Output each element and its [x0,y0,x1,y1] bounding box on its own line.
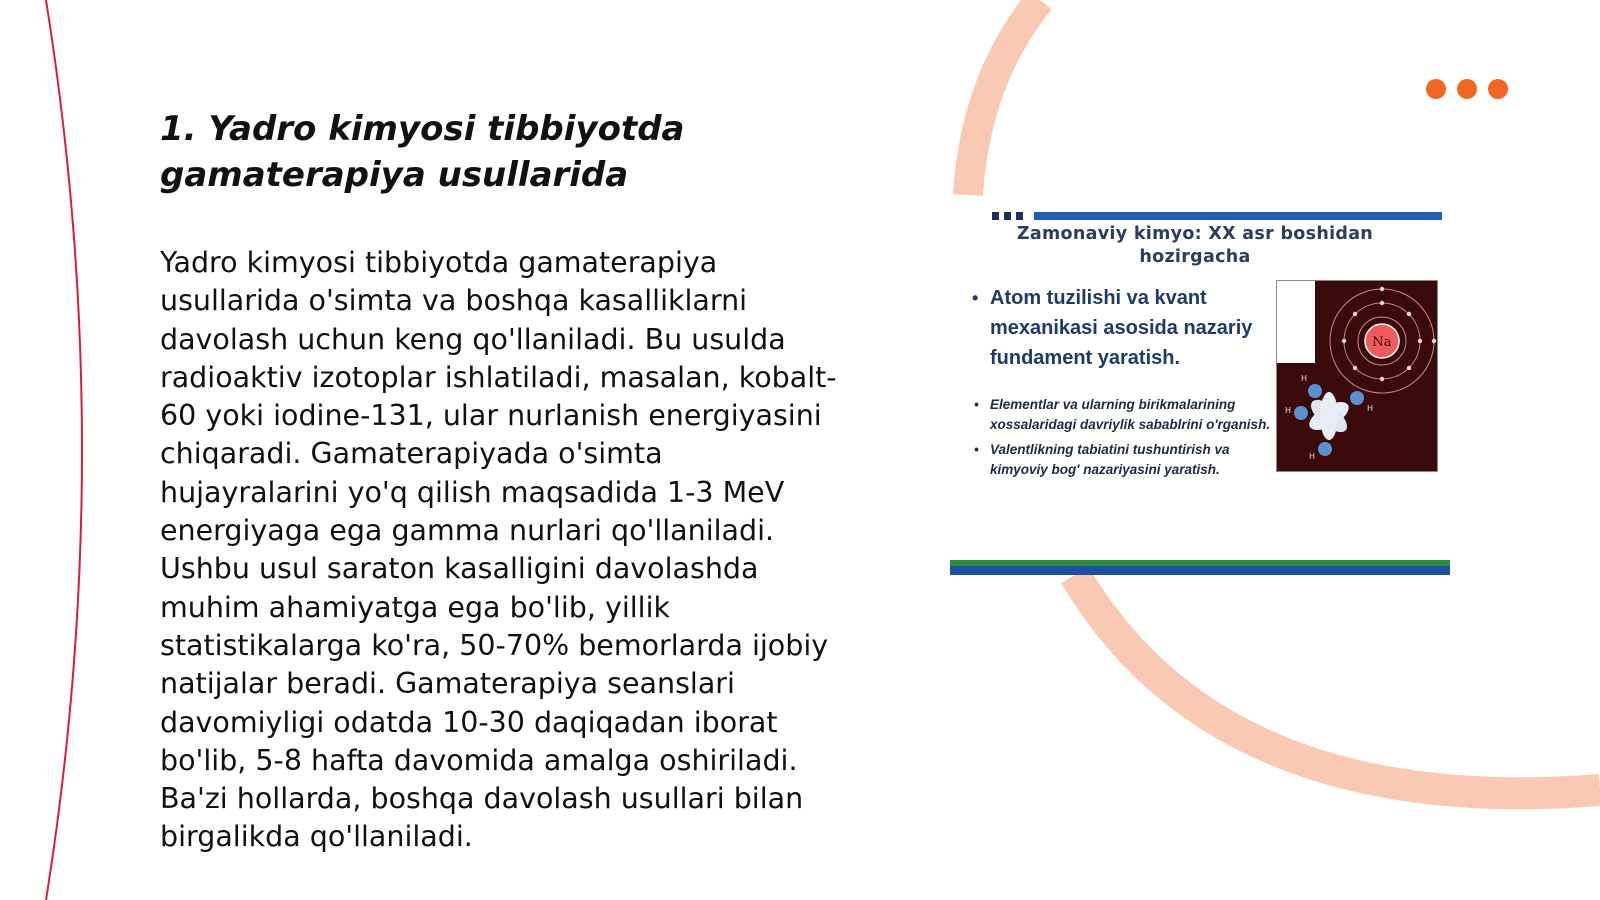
slide-sub-bullets [972,395,1277,485]
atom-illustration [1276,280,1438,472]
upper-arc [968,0,1040,195]
dot [1457,79,1477,99]
orbital-label: H [1285,406,1292,415]
orbital-label: H [1367,404,1374,413]
slide-sub-bullet: • Elementlar va ularning birikmalarining xossalaridagi davriylik sabablrini o'rganish. [972,395,1277,435]
dot [1426,79,1446,99]
atom-label: Na [1372,335,1392,350]
left-curve-line [46,0,82,900]
dot [1488,79,1508,99]
slide-title: Zamonaviy kimyo: XX asr boshidan hozirgacha [1016,224,1374,267]
bar-square [992,212,999,220]
orbital-label: H [1309,452,1316,461]
page-title: 1. Yadro kimyosi tibbiyotda gamaterapiya usullarida [160,109,685,195]
slide-top-bar [992,212,1442,220]
slide-sub-bullet: • Valentlikning tabiatini tushuntirish va kimyoviy bog' nazariyasini yaratish. [972,440,1277,480]
slide-bottom-bar [950,560,1450,575]
bar-square [1016,212,1023,220]
body-paragraph: Yadro kimyosi tibbiyotda gamaterapiya usullarida o'simta va boshqa kasalliklarni davolash uchun keng qo'llaniladi. Bu usulda radioaktiv izotoplar ishlatiladi, masalan, kobalt-60 yoki iodine-131, ular nurlanish energiyasini chiqaradi. Gamaterapiyada o'simta hujayralarini yo'q qilish maqsadida 1-3 MeV energiyaga ega gamma nurlari qo'llaniladi. Ushbu usul saraton kasalligini davolashda muhim ahamiyatga ega bo'lib, yillik statistikalarga ko'ra, 50-70% bemorlarda ijobiy natijalar beradi. Gamaterapiya seanslari davomiyligi odatda 10-30 daqiqadan iborat bo'lib, 5-8 hafta davomida amalga oshiriladi. Ba'zi hollarda, boshqa davolash usullari bilan birgalikda qo'llaniladi. [160,246,837,854]
slide-main-bullet: • Atom tuzilishi va kvant mexanikasi asosida nazariy fundament yaratish. [972,283,1290,373]
three-dots-icon[interactable] [1426,79,1508,99]
lower-arc [1075,575,1600,793]
embedded-slide-image [950,205,1450,575]
bar-blue [950,566,1450,575]
bar-square [1004,212,1011,220]
atom-diagram-icon [1277,281,1437,471]
orbital-label: H [1301,374,1308,383]
bar-line [1034,212,1442,220]
